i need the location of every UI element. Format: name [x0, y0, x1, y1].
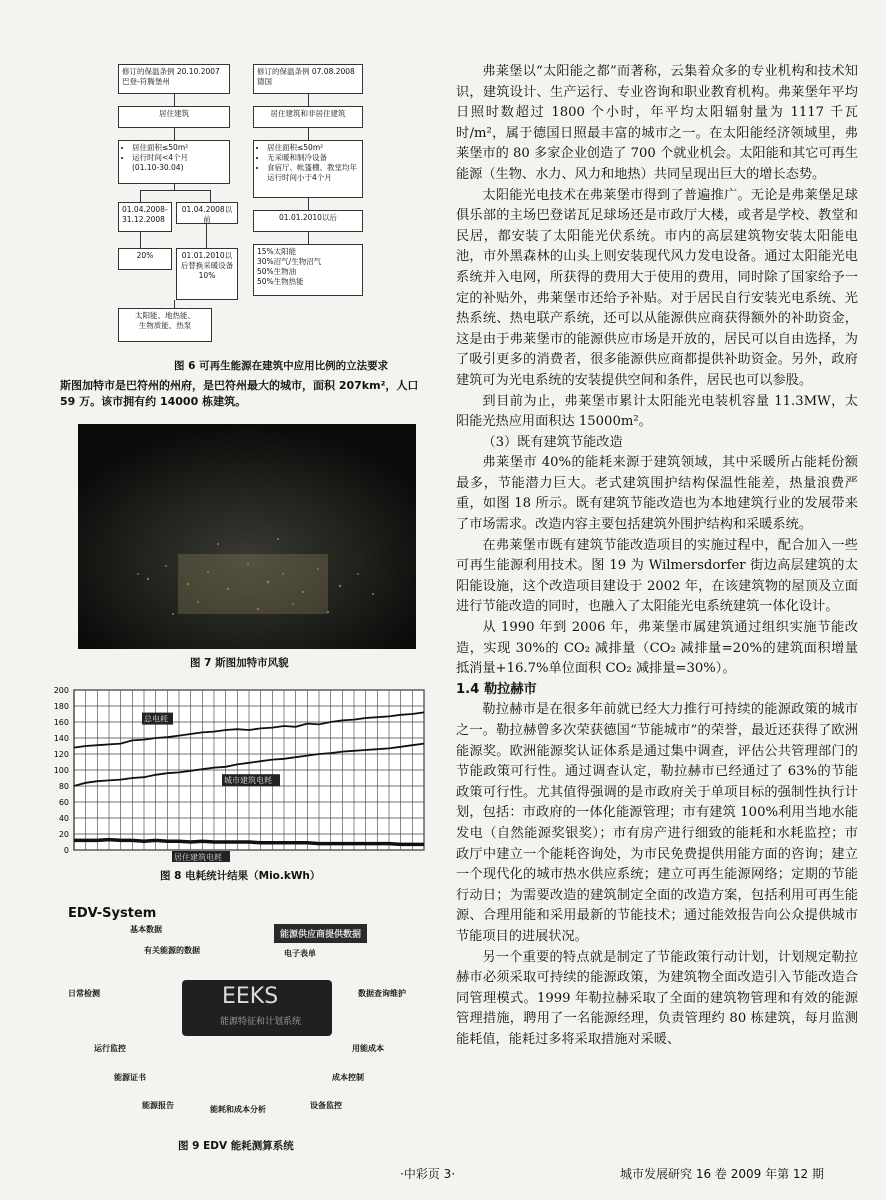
fig6-box-exemptions-left [118, 140, 230, 184]
figure8-caption: 图 8 电耗统计结果（Mio.kWh） [160, 870, 321, 882]
body-paragraph: 弗莱堡市 40%的能耗来源于建筑领域，其中采暖所占能耗份额最多，节能潜力巨大。老式建筑围护结构保温性能差，热量浪费严重，如图 18 所示。既有建筑节能改造也为本地建筑行业的发展带来了市场需求。改造内容主要包括建筑外围护结构和采暖系统。 [456, 455, 858, 533]
edv-node-energy-data: 有关能源的数据 [144, 946, 200, 955]
fig6-exempt-left-item: • 运行时间<4个月 (01.10-30.04) [132, 153, 226, 173]
fig6-exempt-left-item: • 居住面积≤50m² [132, 143, 226, 153]
fig6-exempt-right-item: • 居住面积≤50m² [267, 143, 359, 153]
fig6-box-res-nonres: 居住建筑和非居住建筑 [253, 106, 363, 128]
fig6-box-20pct: 20% [118, 248, 172, 270]
electricity-line-chart [40, 684, 430, 862]
section-heading: 1.4 勒拉赫市 [456, 681, 537, 697]
figure6-caption: 图 6 可再生能源在建筑中应用比例的立法要求 [174, 360, 389, 372]
edv-node-energy-certificate: 能源证书 [114, 1073, 146, 1082]
page-number: ·中彩页 3· [400, 1167, 456, 1181]
body-paragraph: 另一个重要的特点就是制定了节能政策行动计划，计划规定勒拉赫市必须采取可持续的能源政策，为建筑物全面改造引入节能改造合同管理模式。1999 年勒拉赫采取了全面的建筑物管理和有效的能源管理措施，聘用了一名能源经理，负责管理约 80 栋建筑，每月监测能耗值，能耗过多将采取措施对采暖、 [456, 949, 858, 1047]
journal-info: 城市发展研究 16 卷 2009 年第 12 期 [620, 1167, 824, 1181]
figure9-edv-diagram [62, 900, 434, 1135]
fig6-box-renewable-shares: 15%太阳能 30%沼气/生物沼气 50%生物油 50%生物热能 [253, 244, 363, 296]
stuttgart-description: 斯图加特市是巴符州的州府，是巴符州最大的城市，面积 207km²，人口 59 万。该市拥有约 14000 栋建筑。 [60, 379, 419, 408]
series-label-total: 总电耗 [144, 714, 168, 724]
fig6-box-bw-regulation: 修订的保温条例 20.10.2007 巴登-符腾堡州 [118, 64, 230, 94]
fig6-box-before-2008: 01.04.2008以前 [176, 202, 238, 224]
night-city-illustration [78, 424, 416, 649]
edv-node-daily-monitoring: 日常检测 [68, 989, 100, 998]
body-paragraph: 弗莱堡以“太阳能之都”而著称，云集着众多的专业机构和技术知识，建筑设计、生产运行、专业咨询和职业教育机构。弗莱堡年平均日照时数超过 1800 个小时，年平均太阳辐射量为 1117 千瓦时/m²，属于德国日照最丰富的城市之一。在太阳能经济领域里，弗莱堡市的 80 多家企业创造了 700 个就业机会。太阳能和其它可再生能源（生物、水力、风力和地热）共同呈现出巨大的增长态势。 [456, 64, 858, 182]
y-tick-label: 60 [58, 798, 69, 807]
edv-node-basic-data: 基本数据 [130, 925, 162, 934]
body-paragraph: 在弗莱堡市既有建筑节能改造项目的实施过程中，配合加入一些可再生能源利用技术。图 19 为 Wilmersdorfer 街边高层建筑的太阳能设施，这个改造项目建设于 2002 年，在该建筑物的屋顶及立面进行节能改造的同时，也融入了太阳能光电系统建筑一体化设计。 [456, 537, 858, 615]
edv-node-e-forms: 电子表单 [284, 949, 316, 958]
figure9-caption: 图 9 EDV 能耗测算系统 [178, 1140, 294, 1152]
fig6-box-date-2008: 01.04.2008- 31.12.2008 [118, 202, 172, 232]
edv-system-title: EDV-System [68, 906, 157, 921]
body-paragraph: 太阳能光电技术在弗莱堡市得到了普遍推广。无论是弗莱堡足球俱乐部的主场巴登诺瓦足球场还是市政厅大楼，或者是学校、教堂和民居，都安装了太阳能光伏系统。市内的高层建筑物安装太阳能电池，市外黑森林的山头上则安装现代风力发电设备。通过太阳能光电系统并入电网，所获得的费用大于使用的费用，同时除了国家给予一定的补贴外，弗莱堡市还给予补贴。对于居民自行安装光电系统、光热系统、热电联产系统，还可以从能源供应商获得额外的补助资金，这是由于弗莱堡市的能源供应市场是开放的，居民可以自由选择，为了吸引更多的消费者，很多能源供应商都提供补助资金。另外，政府建筑可为光电系统的安装提供空间和条件，居民也可以参股。 [456, 187, 858, 388]
edv-node-operation-control: 运行监控 [94, 1044, 126, 1053]
edv-node-cost-control: 成本控制 [332, 1073, 364, 1082]
body-paragraph: （3）既有建筑节能改造 [482, 434, 623, 450]
y-tick-label: 0 [63, 846, 69, 855]
energy-supplier-data-banner: 能源供应商提供数据 [274, 924, 367, 943]
edv-node-equipment-monitoring: 设备监控 [310, 1101, 342, 1110]
y-tick-label: 80 [58, 782, 69, 791]
edv-node-energy-report: 能源报告 [142, 1101, 174, 1110]
body-paragraph: 勒拉赫市是在很多年前就已经大力推行可持续的能源政策的城市之一。勒拉赫曾多次荣获德国“节能城市”的荣誉，最近还获得了欧洲能源奖。欧洲能源奖认证体系是通过集中调查，评估公共管理部门的节能政策可行性。通过调查认定，勒拉赫市已经通过了 63%的节能政策可行性。尤其值得强调的是市政府关于单项目标的强制性执行计划，包括：市政府的一体化能源管理；市有建筑 100%利用当地水能发电（自然能源奖银奖）；市有房产进行细致的能耗和水耗监控；市政厅中建立一个能耗咨询处，为市民免费提供用能方面的咨询；建立一个现代化的城市热水供应系统；建立可再生能源网络；定期的节能行动日；为需要改造的建筑制定全面的改造方案，包括利用可再生能源、合理用能和采用最新的节能技术；通过能效报告向公众提供城市节能项目的进展状况。 [456, 702, 858, 944]
y-tick-label: 200 [53, 686, 69, 695]
figure7-caption: 图 7 斯图加特市风貌 [190, 657, 289, 669]
y-tick-label: 20 [58, 830, 69, 839]
edv-node-data-maintenance: 数据查询维护 [358, 989, 406, 998]
eeks-center-box [182, 980, 332, 1036]
y-tick-label: 120 [53, 750, 69, 759]
edv-node-energy-cost: 用能成本 [352, 1044, 384, 1053]
fig6-box-residential: 居住建筑 [118, 106, 230, 128]
body-paragraph: 到目前为止，弗莱堡市累计太阳能光电装机容量 11.3MW，太阳能光热应用面积达 15000m²。 [456, 393, 858, 430]
eeks-label: EEKS [222, 984, 279, 1009]
y-tick-label: 140 [53, 734, 69, 743]
y-tick-label: 100 [53, 766, 69, 775]
y-tick-label: 180 [53, 702, 69, 711]
y-tick-label: 40 [58, 814, 69, 823]
fig6-box-10pct: 01.01.2010以后替换采暖设备 10% [176, 248, 238, 300]
fig6-exempt-right-item: • 食宿厅、帐篷棚、教堂均年运行时间小于4个月 [267, 163, 359, 183]
y-tick-label: 160 [53, 718, 69, 727]
edv-node-energy-cost-analysis: 能耗和成本分析 [210, 1105, 266, 1114]
eeks-sublabel: 能源特征和计划系统 [220, 1017, 302, 1027]
series-label-mid: 城市建筑电耗 [224, 776, 272, 786]
fig6-box-de-regulation: 修订的保温条例 07.08.2008 德国 [253, 64, 363, 94]
figure7-night-city-photo [78, 424, 416, 649]
fig6-box-exemptions-right [253, 140, 363, 198]
series-label-low: 居住建筑电耗 [174, 853, 222, 862]
right-column-text [456, 62, 858, 1051]
body-paragraph: 从 1990 年到 2006 年，弗莱堡市属建筑通过组织实施节能改造，实现 30%的 CO₂ 减排量（CO₂ 减排量=20%的建筑面积增量抵消量+16.7%单位面积 CO₂ 减排量=30%）。 [456, 620, 858, 677]
fig6-exempt-right-item: • 无采暖和制冷设备 [267, 153, 359, 163]
figure8-chart [40, 684, 430, 862]
fig6-box-after-2010: 01.01.2010以后 [253, 210, 363, 232]
fig6-box-technologies: 太阳能、地热能、 生物质能、热泵 [118, 308, 212, 342]
